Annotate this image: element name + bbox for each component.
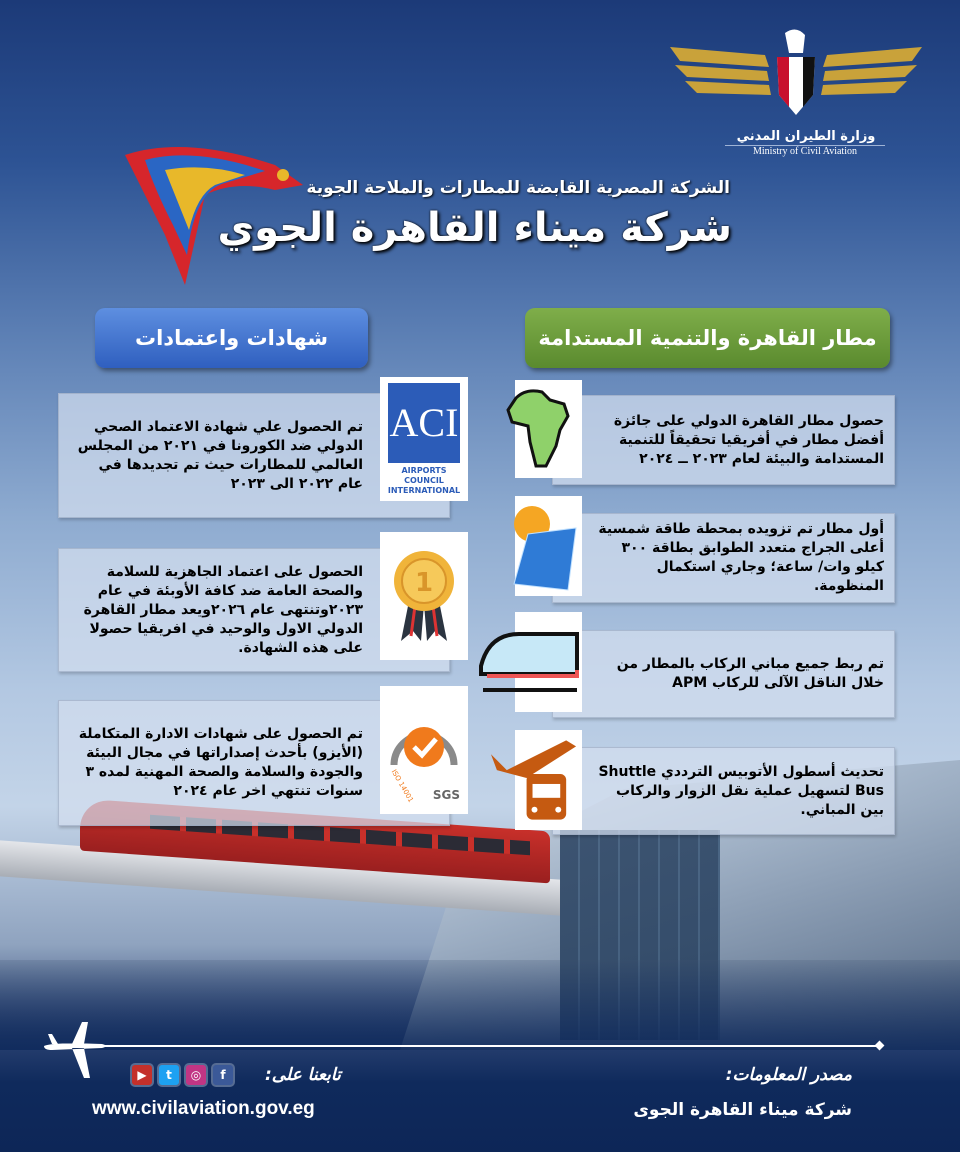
website-link[interactable]: www.civilaviation.gov.eg [92, 1098, 315, 1119]
instagram-icon[interactable]: ◎ [184, 1063, 208, 1087]
social-links [130, 1063, 235, 1087]
iso-caption: ISO 14001 [389, 768, 415, 804]
sgs-logo-text: SGS [432, 788, 460, 802]
ground-shade [0, 960, 960, 1050]
airplane-icon [42, 1020, 112, 1080]
follow-us-label: تابعنا على: [265, 1065, 341, 1085]
certificate-text: تم الحصول علي شهادة الاعتماد الصحي الدولي ضد الكورونا في ٢٠٢١ من المجلس العالمي للمطارات حيث تم تجديدها في عام ٢٠٢٢ الى ٢٠٢٣ [77, 418, 363, 492]
certificate-text: تم الحصول على شهادات الادارة المتكاملة (الأيزو) بأحدث إصداراتها في مجال البيئة والجودة والسلامة والصحة المهنية لمده ٣ سنوات تنتهي اخر عام ٢٠٢٤ [78, 726, 363, 799]
aci-logo-caption: AIRPORTS COUNCIL INTERNATIONAL [387, 465, 461, 495]
source-value: شركة ميناء القاهرة الجوى [633, 1100, 852, 1120]
ministry-name-ar: وزارة الطيران المدني [736, 129, 876, 144]
certificates-heading: شهادات واعتمادات [95, 308, 368, 368]
youtube-icon[interactable]: ▶ [130, 1063, 154, 1087]
eagle-wings-icon [665, 25, 927, 125]
svg-text:1: 1 [414, 568, 434, 598]
sustainability-card [552, 513, 895, 603]
page-title: شركة ميناء القاهرة الجوي [217, 205, 732, 251]
header-subtitle: الشركة المصرية القابضة للمطارات والملاحة الجوية [306, 178, 730, 198]
train-icon [515, 612, 582, 712]
sgs-iso-badge-icon [380, 686, 468, 814]
solar-panel-icon [515, 496, 582, 596]
twitter-icon[interactable]: t [157, 1063, 181, 1087]
gold-medal-icon [380, 532, 468, 660]
certificate-text: الحصول على اعتماد الجاهزية للسلامة والصحة العامة ضد كافة الأوبئة في عام ٢٠٢٣وتنتهى عام ٢٠٢٦ويعد مطار القاهرة الدولي الاول والوحيد في افريقيا حصولا على هذه الشهادة. [83, 563, 363, 656]
sustainability-card [552, 747, 895, 835]
sustainability-card [552, 630, 895, 718]
aci-logo-icon [380, 377, 468, 501]
sustainability-text: حصول مطار القاهرة الدولي على جائزة أفضل مطار في أفريقيا تحقيقاً للتنمية المستدامة والبيئة لعام ٢٠٢٣ ــ ٢٠٢٤ [613, 412, 884, 467]
sustainability-text: تحديث أسطول الأتوبيس الترددي Shuttle Bus لتسهيل عملية نقل الزوار والركاب بين المباني. [598, 763, 884, 818]
source-label: مصدر المعلومات: [725, 1065, 852, 1085]
footer-divider [60, 1045, 880, 1047]
sustainability-text: تم ربط جميع مباني الركاب بالمطار من خلال الناقل الآلى للركاب APM [616, 656, 884, 691]
africa-map-icon [515, 380, 582, 478]
sustainability-heading: مطار القاهرة والتنمية المستدامة [525, 308, 890, 368]
sustainability-text: أول مطار تم تزويده بمحطة طاقة شمسية أعلى الجراج متعدد الطوابق بطاقة ٣٠٠ كيلو وات/ ساعة؛ وجاري استكمال المنظومة. [598, 521, 884, 594]
aci-logo-mark: ACI [388, 383, 460, 463]
facebook-icon[interactable]: f [211, 1063, 235, 1087]
ministry-name-en: Ministry of Civil Aviation [725, 145, 885, 157]
ministry-logo [665, 25, 927, 160]
sustainability-card [552, 395, 895, 485]
plane-bus-icon [515, 730, 582, 830]
